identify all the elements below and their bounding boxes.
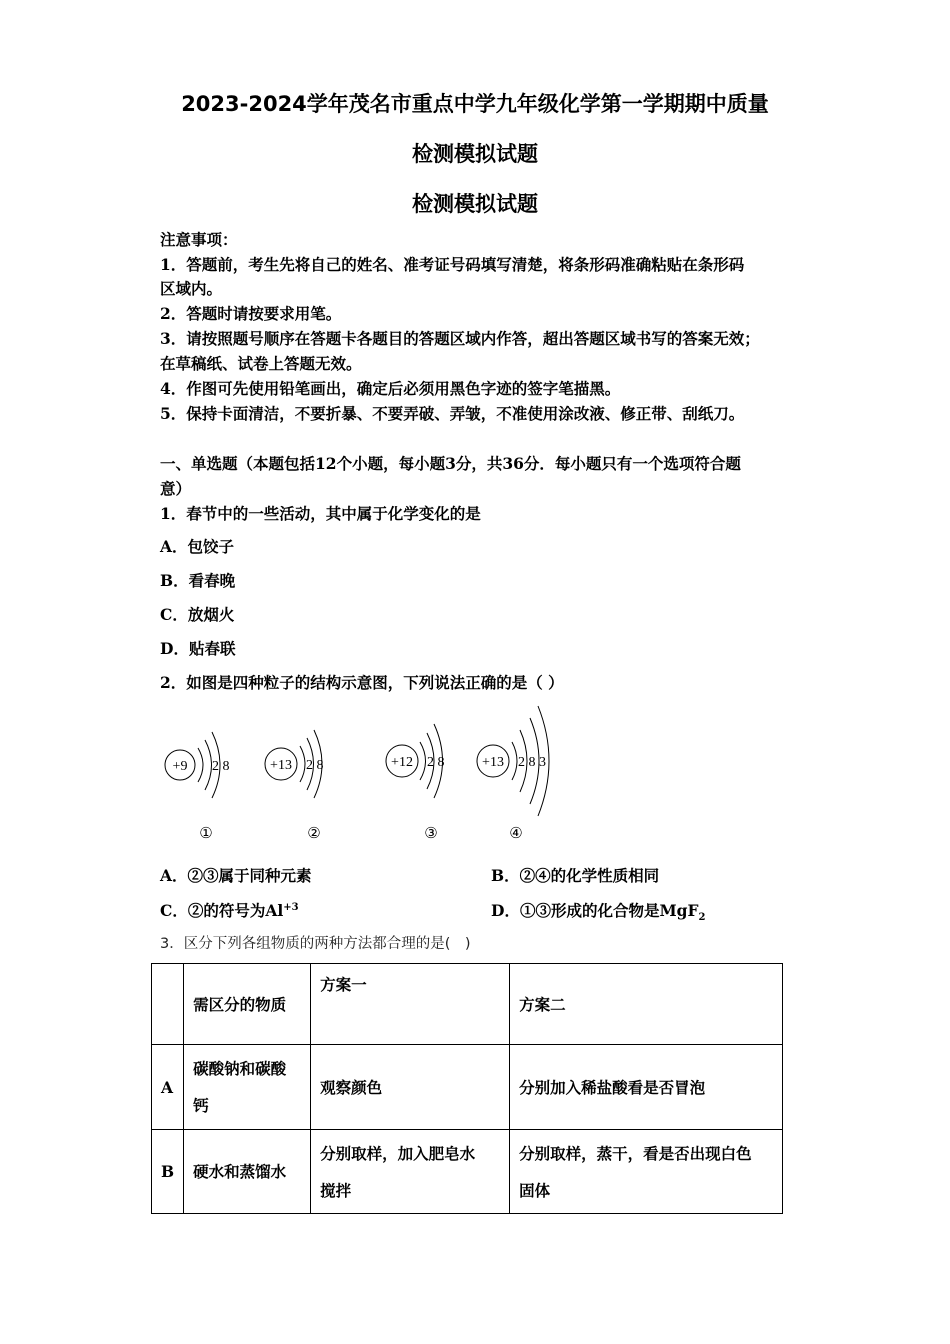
note-3b: 在草稿纸、试卷上答题无效。 <box>160 354 362 373</box>
q2-stem: 2．如图是四种粒子的结构示意图，下列说法正确的是（ ） <box>160 673 564 692</box>
row-b-label: B <box>152 1130 184 1214</box>
notes-heading: 注意事项： <box>160 230 238 249</box>
atomic-structure-diagram <box>150 700 580 850</box>
particle-3-nucleus: +12 <box>391 755 413 770</box>
particle-4-nucleus: +13 <box>482 755 504 770</box>
q1-option-a: A．包饺子 <box>160 537 235 556</box>
row-a-label: A <box>152 1045 184 1130</box>
title-line-1: 2023-2024学年茂名市重点中学九年级化学第一学期期中质量 <box>181 92 769 116</box>
header-plan1: 方案一 <box>311 964 510 1045</box>
header-plan2: 方案二 <box>510 964 783 1045</box>
header-substance: 需区分的物质 <box>184 964 311 1045</box>
q1-option-b: B．看春晚 <box>160 571 236 590</box>
section-heading-a: 一、单选题（本题包括12个小题，每小题3分，共36分．每小题只有一个选项符合题 <box>160 454 741 473</box>
particle-1-nucleus: +9 <box>172 759 188 774</box>
particle-1-label: ① <box>199 824 213 842</box>
particle-2-nucleus: +13 <box>270 758 292 773</box>
row-b-plan1: 分别取样，加入肥皂水 搅拌 <box>311 1130 510 1214</box>
q2-option-b: B．②④的化学性质相同 <box>491 866 660 885</box>
note-1b: 区域内。 <box>160 279 223 298</box>
q1-option-d: D．贴春联 <box>160 639 236 658</box>
table-header-row <box>152 964 783 1045</box>
table-row <box>152 1130 783 1214</box>
note-5: 5．保持卡面清洁，不要折暴、不要弄破、弄皱，不准使用涂改液、修正带、刮纸刀。 <box>160 404 745 423</box>
q1-option-c: C．放烟火 <box>160 605 235 624</box>
particle-2-electrons: 2 8 <box>306 758 324 773</box>
q1-stem: 1．春节中的一些活动，其中属于化学变化的是 <box>160 504 481 523</box>
note-2: 2．答题时请按要求用笔。 <box>160 304 342 323</box>
particle-4-label: ④ <box>509 824 523 842</box>
q3-table <box>151 963 783 1214</box>
note-3a: 3．请按照题号顺序在答题卡各题目的答题区域内作答，超出答题区域书写的答案无效； <box>160 329 760 348</box>
row-b-plan2: 分别取样，蒸干，看是否出现白色 固体 <box>510 1130 783 1214</box>
q2-option-d: D．①③形成的化合物是MgF$_2$ <box>491 901 706 924</box>
particle-2-label: ② <box>307 824 321 842</box>
note-4: 4．作图可先使用铅笔画出，确定后必须用黑色字迹的签字笔描黑。 <box>160 379 621 398</box>
row-a-substance: 碳酸钠和碳酸 钙 <box>184 1045 311 1130</box>
note-1a: 1．答题前，考生先将自己的姓名、准考证号码填写清楚，将条形码准确粘贴在条形码 <box>160 255 745 274</box>
section-heading-b: 意） <box>160 479 192 498</box>
row-a-plan1: 观察颜色 <box>311 1045 510 1130</box>
particle-4-electrons: 2 8 3 <box>518 755 546 770</box>
q2-option-c: C．②的符号为$Al^{+3}$ <box>160 901 299 920</box>
row-b-substance: 硬水和蒸馏水 <box>184 1130 311 1214</box>
title-line-2: 检测模拟试题 <box>412 142 538 166</box>
q2-option-a: A．②③属于同种元素 <box>160 866 312 885</box>
particle-3-label: ③ <box>424 824 438 842</box>
q3-stem: 3．区分下列各组物质的两种方法都合理的是( ) <box>160 936 471 952</box>
particle-1-electrons: 2 8 <box>212 759 230 774</box>
row-a-plan2: 分别加入稀盐酸看是否冒泡 <box>510 1045 783 1130</box>
title-line-3: 检测模拟试题 <box>412 192 538 216</box>
header-blank <box>152 964 184 1045</box>
table-row <box>152 1045 783 1130</box>
particle-3-electrons: 2 8 <box>427 755 445 770</box>
